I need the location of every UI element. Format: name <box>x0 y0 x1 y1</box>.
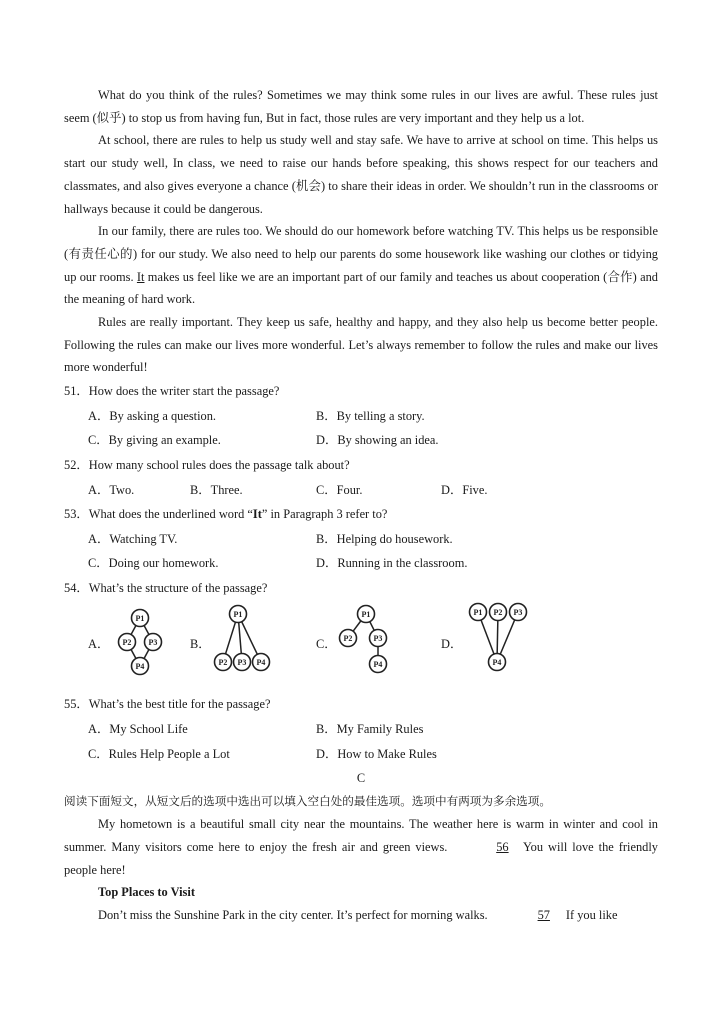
document-page <box>64 84 658 927</box>
diagram-b-node-p4 <box>253 654 270 671</box>
question-55-option-a: A．My School Life <box>88 722 188 737</box>
passage-paragraph-2: At school, there are rules to help us study well and stay safe. We have to arrive at school on time. This helps us start our study well, In class, we need to raise our hands before speaking, this shows respect for our teachers and classmates, and also gives everyone a chance (机会) to share their ideas in order. We shouldn’t run in the classrooms or hallways because it could be dangerous. <box>64 133 658 216</box>
question-51-option-b: B．By telling a story. <box>316 408 425 423</box>
structure-diagram-b <box>210 600 280 690</box>
paragraph-3-text-end: makes us feel like we are an important part of our family and teaches us about cooperation (合作) and the meaning of hard work. <box>64 269 659 307</box>
passage-paragraph-4: Rules are really important. They keep us safe, healthy and happy, and they also help us become better people. Following the rules can make our lives more wonderful. Let’s always remember to follow the rules and make our lives more wonderful! <box>64 315 658 375</box>
diagram-a-node-p3 <box>145 634 162 651</box>
question-52-option-b: B．Three. <box>190 482 243 497</box>
question-54-option-c-label: C． <box>316 637 337 652</box>
question-53-option-d: D．Running in the classroom. <box>316 556 468 571</box>
question-53-stem <box>64 502 658 527</box>
section-c-p1-end: You will love the friendly people here! <box>64 839 658 877</box>
question-52-option-a: A．Two. <box>88 482 135 497</box>
structure-diagram-d <box>464 600 534 690</box>
diagram-d-node-p4 <box>489 654 506 671</box>
svg-text:P2: P2 <box>218 658 228 668</box>
passage-paragraph-1: What do you think of the rules? Sometimes we may think some rules in our lives are awful. These rules just seem (似乎) to stop us from having fun, But in fact, those rules are very important and they help us a lot. <box>64 88 658 125</box>
section-c-p2-end: If you like <box>562 908 618 923</box>
question-54-option-d-label: D． <box>441 637 463 652</box>
paragraph-3-text-start: In our family, there are rules too. We should do our homework before watching TV. This helps us be responsible (有责任心的) for our study. We also need to help our parents do some housework like washing our clothes or tidying up our rooms. <box>64 224 658 284</box>
svg-text:P4: P4 <box>373 660 383 670</box>
question-53-stem-end: ” in Paragraph 3 refer to? <box>261 507 388 522</box>
diagram-b-node-p2 <box>215 654 232 671</box>
diagram-c-node-p4 <box>370 656 387 673</box>
structure-diagram-a <box>114 600 174 690</box>
question-51-option-a: A．By asking a question. <box>88 408 217 423</box>
question-55-option-c: C．Rules Help People a Lot <box>88 746 230 761</box>
diagram-a-node-p4 <box>132 658 149 675</box>
diagram-c-node-p1 <box>358 606 375 623</box>
question-52-stem: 52．How many school rules does the passage talk about? <box>64 457 350 472</box>
question-51-options-row-1 <box>64 404 658 429</box>
section-c-instruction: 阅读下面短文，从短文后的选项中选出可以填入空白处的最佳选项。选项中有两项为多余选项。 <box>64 794 551 809</box>
section-c-paragraph-2 <box>64 904 658 927</box>
blank-57: 57 <box>537 908 550 923</box>
svg-text:P3: P3 <box>373 634 383 644</box>
question-53-bold-word: It <box>252 507 262 522</box>
svg-text:P4: P4 <box>135 662 145 672</box>
question-53-options-row-2 <box>64 551 658 576</box>
question-54-option-a-label: A． <box>88 637 110 652</box>
svg-text:P3: P3 <box>148 638 158 648</box>
svg-text:P4: P4 <box>256 658 266 668</box>
diagram-d-node-p2 <box>490 604 507 621</box>
question-54-option-b-label: B． <box>190 637 211 652</box>
svg-text:P1: P1 <box>135 614 145 624</box>
diagram-b-node-p3 <box>234 654 251 671</box>
svg-text:P1: P1 <box>473 608 483 618</box>
svg-text:P4: P4 <box>492 658 502 668</box>
diagram-c-node-p2 <box>340 630 357 647</box>
diagram-a-node-p1 <box>132 610 149 627</box>
question-53-option-c: C．Doing our homework. <box>88 556 219 571</box>
question-53-stem-start: 53．What does the underlined word “ <box>64 507 253 522</box>
section-c-letter: C <box>356 771 366 786</box>
svg-text:P2: P2 <box>343 634 353 644</box>
question-52-option-c: C．Four. <box>316 482 363 497</box>
diagram-a-node-p2 <box>119 634 136 651</box>
question-51-options-row-2 <box>64 428 658 453</box>
question-54-diagrams <box>64 600 658 692</box>
question-52-options-row <box>64 478 658 503</box>
svg-text:P3: P3 <box>237 658 247 668</box>
question-53-option-b: B．Helping do housework. <box>316 531 453 546</box>
section-c-heading: Top Places to Visit <box>98 885 195 900</box>
question-55-options-row-1 <box>64 717 658 742</box>
svg-text:P3: P3 <box>513 608 523 618</box>
svg-text:P2: P2 <box>493 608 503 618</box>
section-c-p1-start: My hometown is a beautiful small city near the mountains. The weather here is warm in winter and cool in summer. Many visitors come here to enjoy the fresh air and green views. <box>64 817 658 854</box>
question-54-stem: 54．What’s the structure of the passage? <box>64 580 268 595</box>
svg-text:P1: P1 <box>233 610 243 620</box>
underlined-word-it: It <box>136 269 145 284</box>
question-51-option-c: C．By giving an example. <box>88 433 221 448</box>
svg-text:P2: P2 <box>122 638 132 648</box>
structure-diagram-c <box>336 600 396 690</box>
passage-paragraph-3 <box>64 220 658 311</box>
question-51-stem: 51．How does the writer start the passage? <box>64 384 280 399</box>
question-52-option-d: D．Five. <box>441 482 488 497</box>
question-55-option-b: B．My Family Rules <box>316 722 424 737</box>
diagram-d-node-p3 <box>510 604 527 621</box>
question-55-stem: 55．What’s the best title for the passage? <box>64 697 271 712</box>
svg-text:P1: P1 <box>361 610 371 620</box>
diagram-d-node-p1 <box>470 604 487 621</box>
question-53-option-a: A．Watching TV. <box>88 531 178 546</box>
question-51-option-d: D．By showing an idea. <box>316 433 439 448</box>
question-55-options-row-2 <box>64 742 658 767</box>
blank-56: 56 <box>496 839 509 854</box>
question-53-options-row-1 <box>64 527 658 552</box>
diagram-b-node-p1 <box>230 606 247 623</box>
question-55-option-d: D．How to Make Rules <box>316 746 437 761</box>
diagram-c-node-p3 <box>370 630 387 647</box>
section-c-p2-start: Don’t miss the Sunshine Park in the city center. It’s perfect for morning walks. <box>98 908 491 923</box>
section-c-paragraph-1 <box>64 813 658 881</box>
